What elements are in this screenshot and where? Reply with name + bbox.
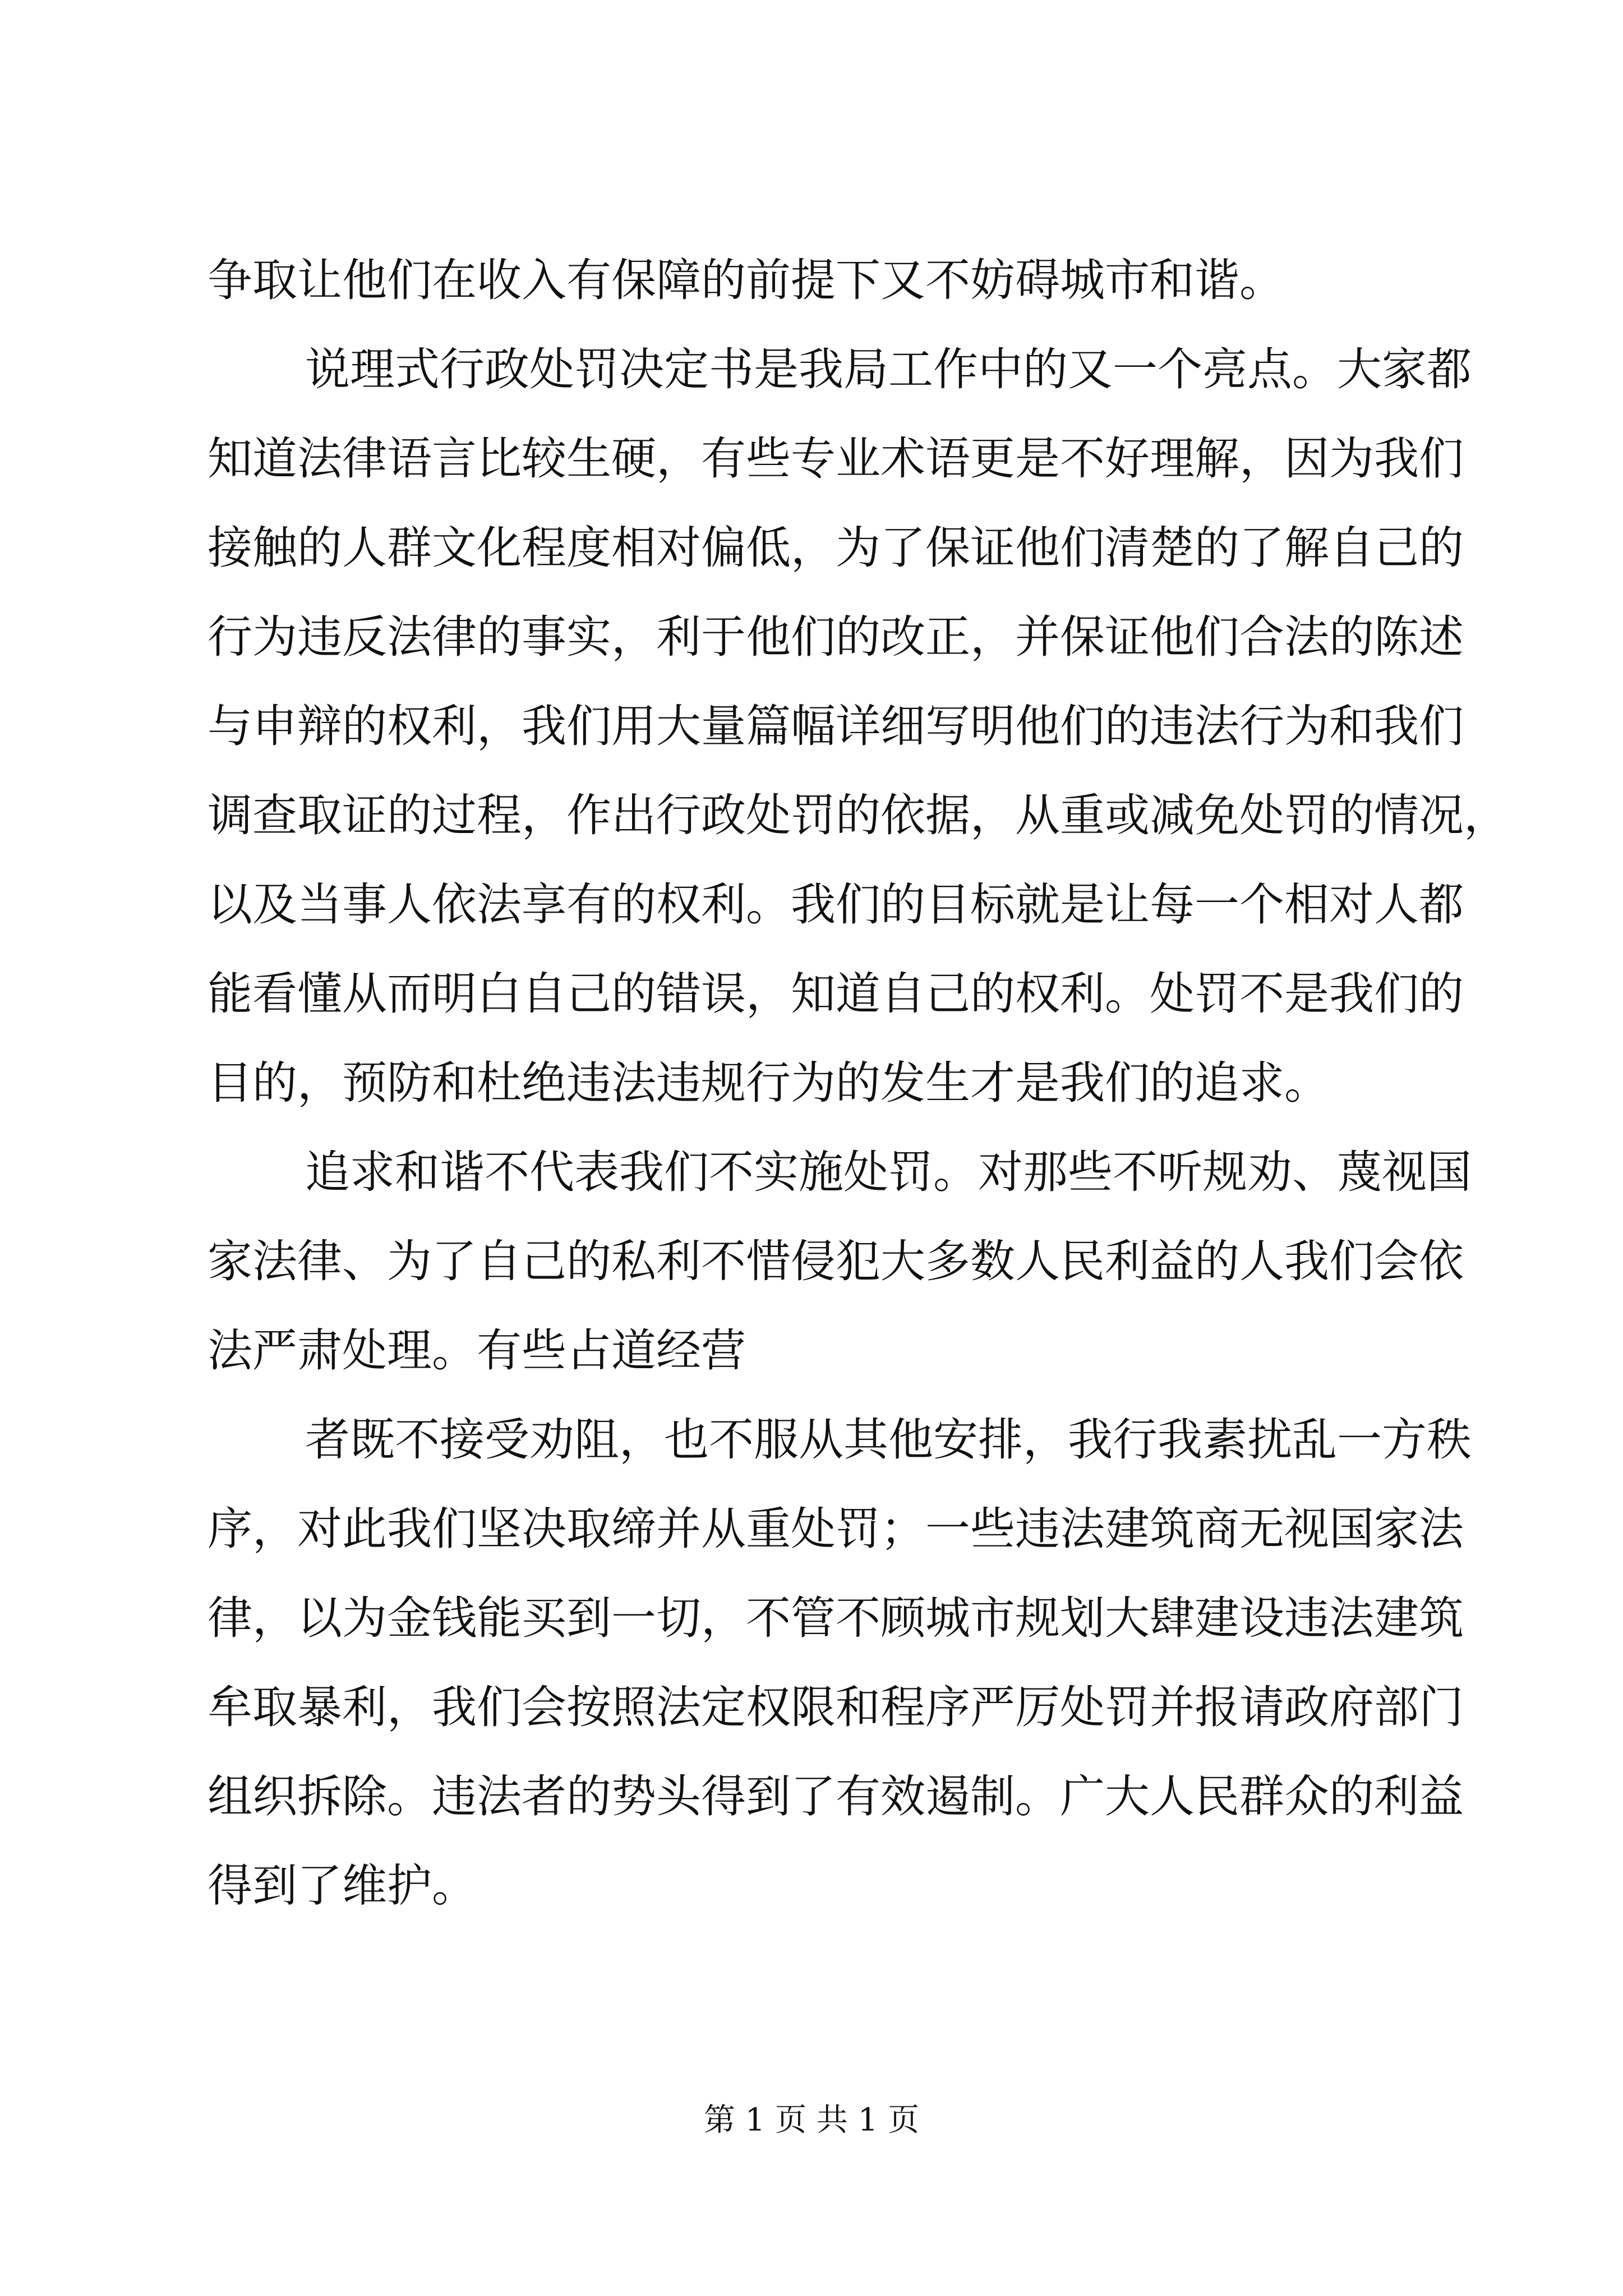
paragraph-1-line-1: 争取让他们在收入有保障的前提下又不妨碍城市和谐。 [208,254,1284,306]
paragraph-3-line-1: 追求和谐不代表我们不实施处罚。对那些不听规劝、蔑视国 [305,1146,1472,1198]
paragraph-2-line-5: 与申辩的权利，我们用大量篇幅详细写明他们的违法行为和我们 [208,700,1464,752]
paragraph-3-line-2: 家法律、为了自己的私利不惜侵犯大多数人民利益的人我们会依 [208,1235,1464,1287]
paragraph-2-line-9: 目的，预防和杜绝违法违规行为的发生才是我们的追求。 [208,1057,1329,1109]
paragraph-2-line-1: 说理式行政处罚决定书是我局工作中的又一个亮点。大家都 [305,343,1472,395]
paragraph-4-line-2: 序，对此我们坚决取缔并从重处罚；一些违法建筑商无视国家法 [208,1503,1464,1555]
paragraph-2-line-4: 行为违反法律的事实，利于他们的改正，并保证他们合法的陈述 [208,611,1464,663]
page-footer [0,2098,1623,2143]
paragraph-4-line-4: 牟取暴利，我们会按照法定权限和程序严厉处罚并报请政府部门 [208,1681,1464,1733]
page-number-text: 第 1 页 共 1 页 [703,2102,920,2138]
paragraph-4-line-1: 者既不接受劝阻，也不服从其他安排，我行我素扰乱一方秩 [305,1414,1472,1466]
paragraph-2-line-8: 能看懂从而明白自己的错误，知道自己的权利。处罚不是我们的 [208,968,1464,1020]
paragraph-2-line-6: 调查取证的过程，作出行政处罚的依据，从重或减免处罚的情况， [208,789,1509,841]
paragraph-2-line-2: 知道法律语言比较生硬，有些专业术语更是不好理解，因为我们 [208,432,1464,485]
paragraph-3-line-3: 法严肃处理。有些占道经营 [208,1324,746,1377]
document-body [208,236,1509,1930]
paragraph-2-line-3: 接触的人群文化程度相对偏低，为了保证他们清楚的了解自己的 [208,522,1464,574]
paragraph-4-line-3: 律，以为金钱能买到一切，不管不顾城市规划大肆建设违法建筑 [208,1592,1464,1644]
paragraph-2-line-7: 以及当事人依法享有的权利。我们的目标就是让每一个相对人都 [208,878,1464,931]
paragraph-4-line-6: 得到了维护。 [208,1860,477,1912]
paragraph-4-line-5: 组织拆除。违法者的势头得到了有效遏制。广大人民群众的利益 [208,1770,1464,1823]
